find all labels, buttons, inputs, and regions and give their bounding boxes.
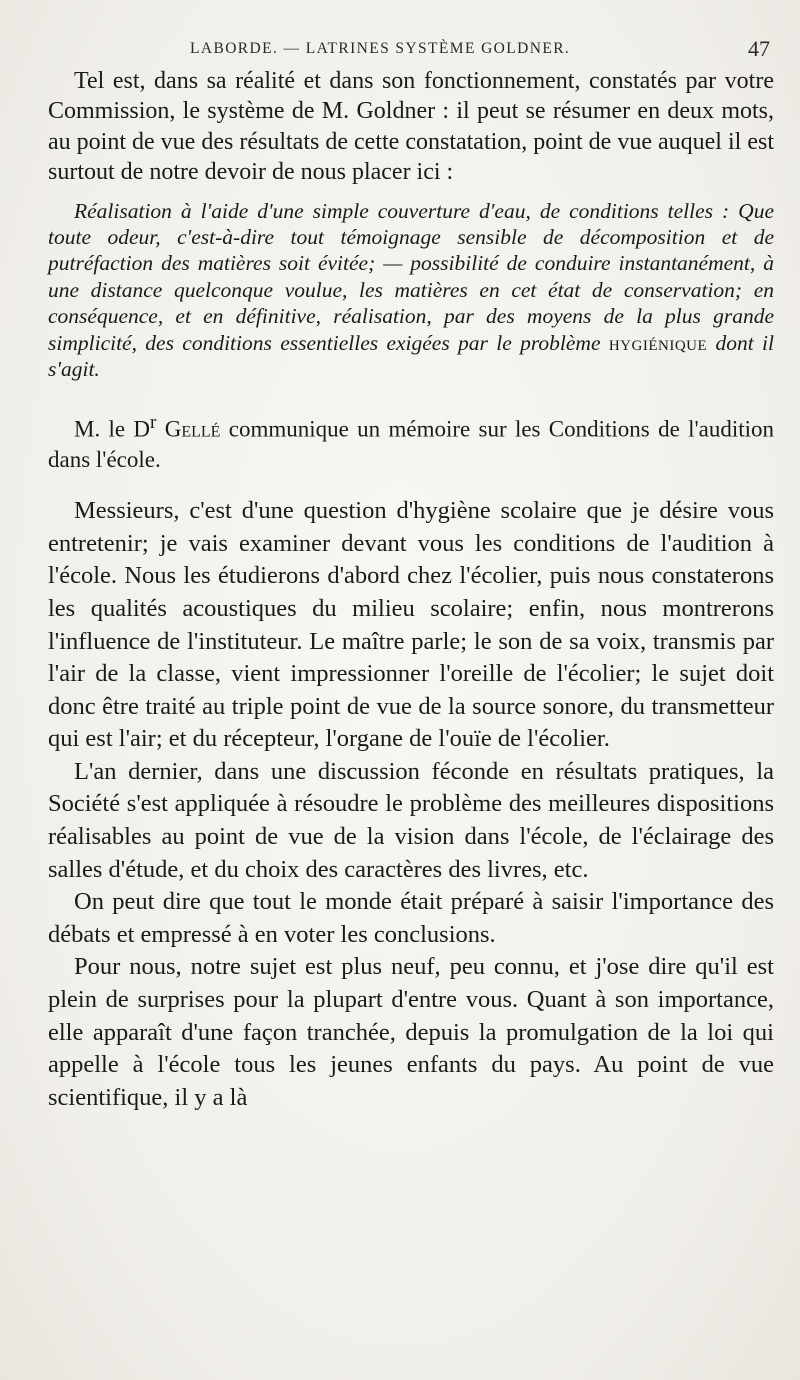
text-block xyxy=(48,66,774,1114)
communication-prefix: M. le D xyxy=(74,417,151,443)
page-number: 47 xyxy=(748,36,770,61)
communication-rest: communique un mémoire sur les Conditions de l'audition dans l'école. xyxy=(48,417,774,473)
body-paragraph: L'an dernier, dans une discussion féconde en résultats pratiques, la Société s'est appliquée à résoudre le problème des meilleures dispositions réalisables au point de vue de la vision dans l'école, de l'éclairage des salles d'étude, et du choix des caractères des livres, etc. xyxy=(48,757,774,883)
body-paragraph: Pour nous, notre sujet est plus neuf, peu connu, et j'ose dire qu'il est plein de surprises pour la plupart d'entre vous. Quant à son importance, elle apparaît d'une façon tranchée, depuis la promulgation de la loi qui appelle à l'école tous les jeunes enfants du pays. Au point de vue scientifique, il y a là xyxy=(48,953,774,1111)
body-paragraph: Messieurs, c'est d'une question d'hygiène scolaire que je désire vous entretenir; je vais examiner devant vous les conditions de l'audition à l'école. Nous les étudierons d'abord chez l'écolier, puis nous constaterons les qualités acoustiques du milieu scolaire; enfin, nous montrerons l'influence de l'instituteur. Le maître parle; le son de sa voix, transmis par l'air de la classe, vient impressionner l'oreille de l'écolier; le sujet doit donc être traité au triple point de vue de la source sonore, du transmetteur qui est l'air; et du récepteur, l'organe de l'ouïe de l'écolier. xyxy=(48,497,774,753)
italic-quote xyxy=(48,198,774,383)
body-paragraph: On peut dire que tout le monde était préparé à saisir l'importance des débats et empressé à en voter les conclusions. xyxy=(48,888,774,948)
running-head: LABORDE. — LATRINES SYSTÈME GOLDNER. xyxy=(190,40,571,57)
communication-superscript: r xyxy=(150,412,157,434)
quote-smallcaps-word: hygiénique xyxy=(608,330,708,355)
author-name: Gellé xyxy=(164,417,221,443)
communication-paragraph xyxy=(48,408,774,475)
page-header xyxy=(190,36,770,64)
quote-text-before: Réalisation à l'aide d'une simple couverture d'eau, de conditions telles : Que toute odeur, c'est-à-dire tout témoignage sensible de décomposition et de putréfaction des matières soit évitée; — possibilité de conduire instantanément, à une distance quelconque voulue, les matières en cet état de conservation; en conséquence, et en définitive, réalisation, par des moyens de la plus grande simplicité, des conditions essentielles exigées par le problème xyxy=(48,198,774,355)
intro-paragraph: Tel est, dans sa réalité et dans son fonctionnement, constatés par votre Commission, le système de M. Goldner : il peut se résumer en deux mots, au point de vue des résultats de cette constatation, point de vue auquel il est surtout de notre devoir de nous placer ici : xyxy=(48,68,774,186)
quote-text-after: dont il s'agit. xyxy=(48,330,774,382)
